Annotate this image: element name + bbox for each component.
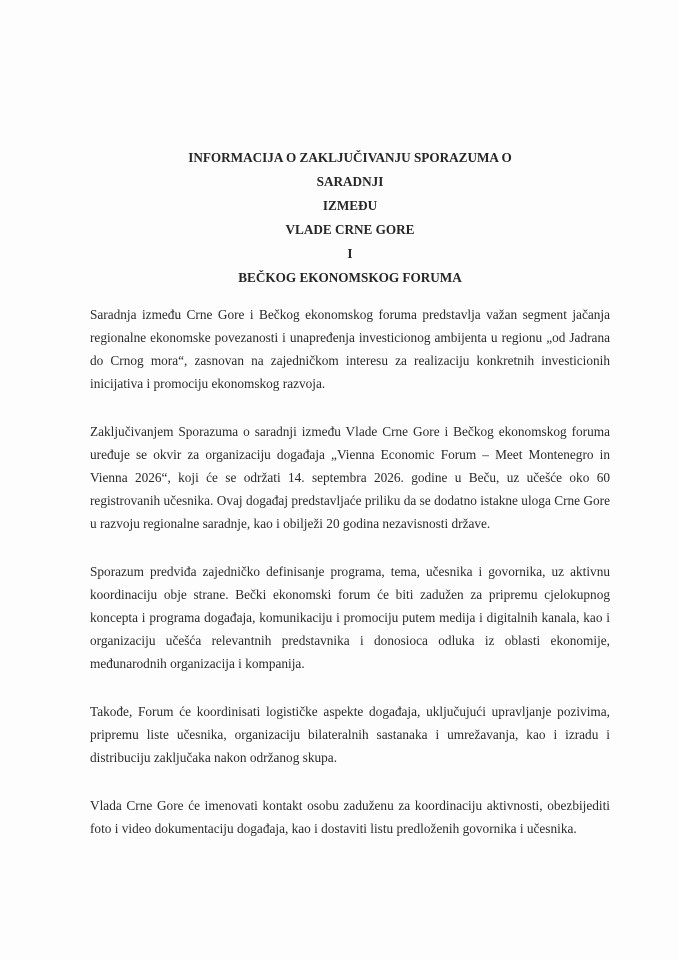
paragraph: Vlada Crne Gore će imenovati kontakt osobu zaduženu za koordinaciju aktivnosti, obezbijediti foto i video dokumentaciju događaja, kao i dostaviti listu predloženih govornika i učesnika. [90, 798, 610, 836]
paragraph: Saradnja između Crne Gore i Bečkog ekonomskog foruma predstavlja važan segment jačanja regionalne ekonomske povezanosti i unapređenja investicionog ambijenta u regionu „od Jadrana do Crnog mora“, zasnovan na zajedničkom interesu za realizaciju konkretnih investicionih inicijativa i promociju ekonomskog razvoja. [90, 307, 610, 391]
paragraph: Sporazum predviđa zajedničko definisanje programa, tema, učesnika i govornika, uz aktivnu koordinaciju obje strane. Bečki ekonomski forum će biti zadužen za pripremu cjelokupnog koncepta i programa događaja, komunikaciju i promociju putem medija i digitalnih kanala, kao i organizaciju učešća relevantnih predstavnika i donosioca odluka iz oblasti ekonomije, međunarodnih organizacija i kompanija. [90, 564, 610, 671]
title-line: BEČKOG EKONOMSKOG FORUMA [238, 270, 462, 285]
title-line: INFORMACIJA O ZAKLJUČIVANJU SPORAZUMA O [188, 150, 512, 165]
paragraph: Zaključivanjem Sporazuma o saradnji između Vlade Crne Gore i Bečkog ekonomskog foruma uređuje se okvir za organizaciju događaja „Vienna Economic Forum – Meet Montenegro in Vienna 2026“, koji će se održati 14. septembra 2026. godine u Beču, uz učešće oko 60 registrovanih učesnika. Ovaj događaj predstavljaće priliku da se dodatno istakne uloga Crne Gore u razvoju regionalne saradnje, kao i obilježi 20 godina nezavisnosti države. [90, 424, 610, 531]
title-line: IZMEĐU [322, 198, 378, 213]
title-line: SARADNJI [316, 174, 384, 189]
title-line: VLADE CRNE GORE [285, 222, 415, 237]
document-title [90, 146, 610, 290]
paragraph: Takođe, Forum će koordinisati logističke aspekte događaja, uključujući upravljanje pozivima, pripremu liste učesnika, organizaciju bilateralnih sastanaka i umrežavanja, kao i izradu i distribuciju zaključaka nakon održanog skupa. [90, 704, 610, 765]
title-line: I [347, 246, 353, 261]
document-body [90, 303, 610, 865]
